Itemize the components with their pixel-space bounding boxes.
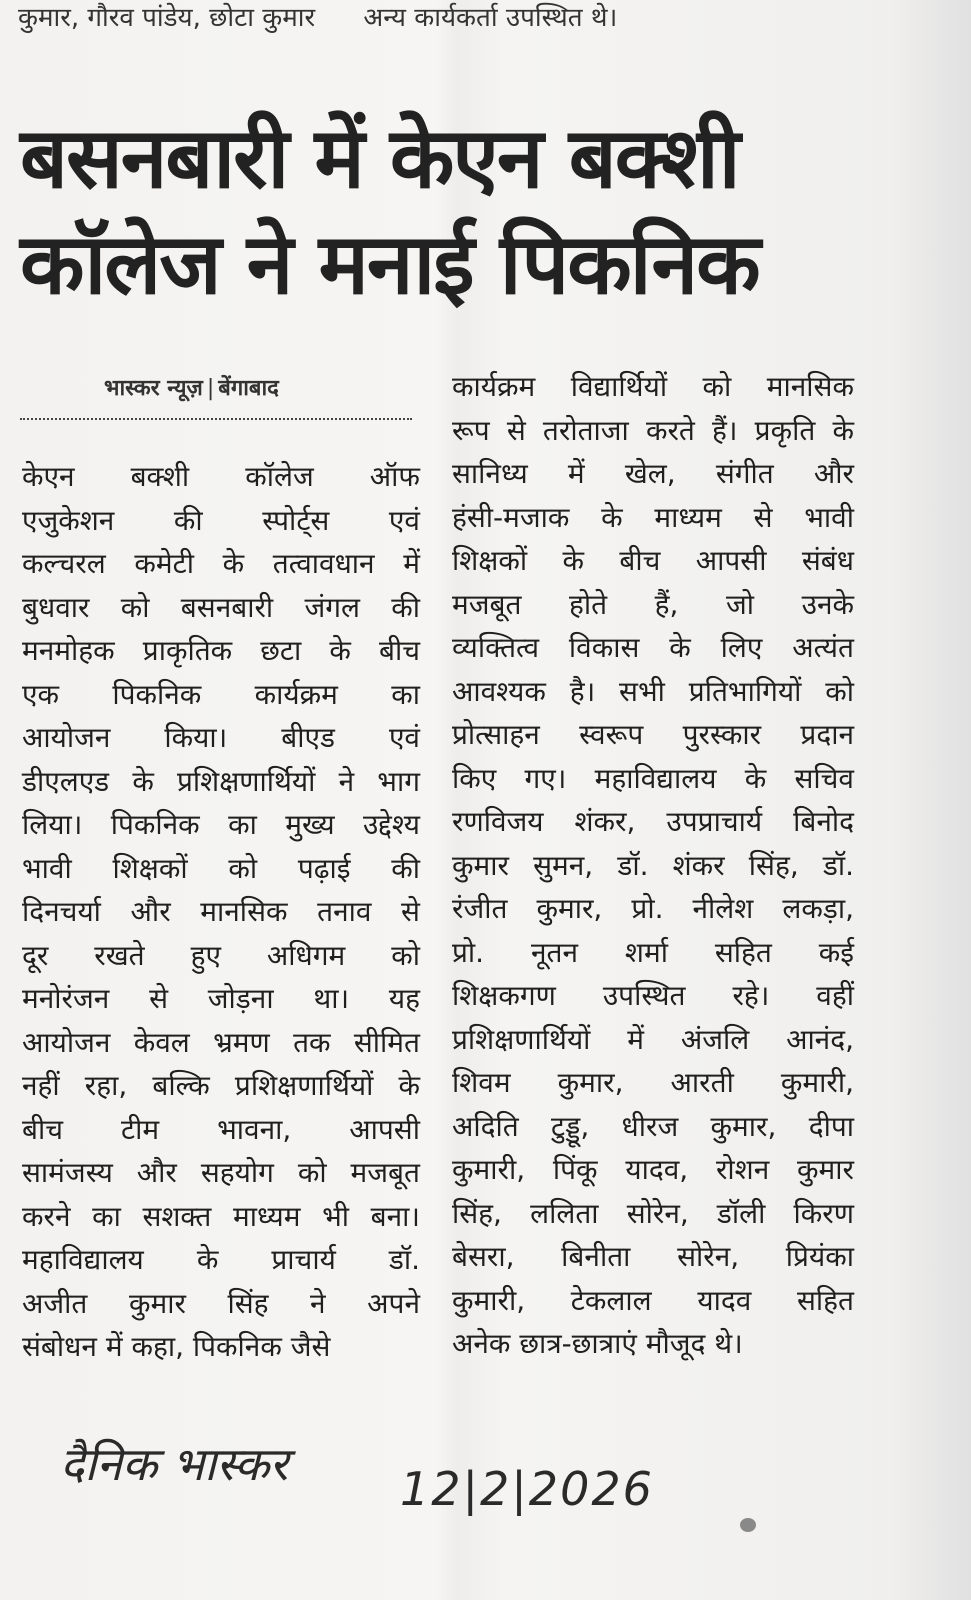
body-text-line: व्यक्तित्व विकास के लिए अत्यंत — [452, 631, 854, 664]
body-text-line: सिंह, ललिता सोरेन, डॉली किरण — [452, 1196, 854, 1230]
body-text-line: मनमोहक प्राकृतिक छटा के बीच — [22, 634, 420, 667]
headline-line-1: बसनबारी में केएन बक्शी — [20, 109, 739, 207]
body-text-line: लिया। पिकनिक का मुख्य उद्देश्य — [22, 808, 420, 841]
body-text-line: कुमारी, टेकलाल यादव सहित — [452, 1283, 854, 1317]
body-text-line: अजीत कुमार सिंह ने अपने — [22, 1286, 420, 1320]
previous-article-tail — [18, 0, 898, 40]
body-text-line: महाविद्यालय के प्राचार्य डॉ. — [22, 1243, 420, 1276]
tail-left-text: कुमार, गौरव पांडेय, छोटा कुमार — [18, 3, 316, 33]
body-text-line: शिक्षकों के बीच आपसी संबंध — [452, 544, 854, 577]
article-body-left-column — [22, 455, 420, 1369]
body-text-line: भावी शिक्षकों को पढ़ाई की — [22, 851, 420, 885]
body-text-line: रूप से तरोताजा करते हैं। प्रकृति के — [452, 413, 854, 447]
body-text-line: मजबूत होते हैं, जो उनके — [452, 587, 854, 621]
body-text-line: किए गए। महाविद्यालय के सचिव — [452, 761, 854, 795]
body-text-line: प्रशिक्षणार्थियों में अंजलि आनंद, — [452, 1022, 854, 1056]
body-text-line: संबोधन में कहा, पिकनिक जैसे — [22, 1330, 331, 1363]
body-text-line: एक पिकनिक कार्यक्रम का — [22, 677, 420, 711]
body-text-line: अनेक छात्र-छात्राएं मौजूद थे। — [452, 1327, 743, 1360]
body-text-line: आयोजन किया। बीएड एवं — [22, 721, 420, 754]
body-text-line: शिक्षकगण उपस्थित रहे। वहीं — [452, 979, 854, 1012]
body-text-line: रंजीत कुमार, प्रो. नीलेश लकड़ा, — [452, 892, 854, 925]
body-text-line: नहीं रहा, बल्कि प्रशिक्षणार्थियों के — [22, 1069, 420, 1102]
body-text-line: सानिध्य में खेल, संगीत और — [452, 457, 854, 490]
body-text-line: डीएलएड के प्रशिक्षणार्थियों ने भाग — [22, 764, 420, 798]
body-text-line: प्रोत्साहन स्वरूप पुरस्कार प्रदान — [452, 718, 854, 751]
body-text-line: दूर रखते हुए अधिगम को — [22, 938, 420, 972]
tail-right-text: अन्य कार्यकर्ता उपस्थित थे। — [363, 3, 618, 33]
byline-place: बेंगाबाद — [218, 376, 279, 401]
body-text-line: मनोरंजन से जोड़ना था। यह — [22, 982, 420, 1015]
headline-line-2: कॉलेज ने मनाई पिकनिक — [20, 215, 759, 313]
body-text-line: रणविजय शंकर, उपप्राचार्य बिनोद — [452, 805, 854, 838]
byline — [104, 372, 279, 402]
body-text-line: शिवम कुमार, आरती कुमारी, — [452, 1066, 854, 1099]
ink-mark — [740, 1518, 756, 1532]
byline-source: भास्कर न्यूज़ — [104, 376, 203, 401]
body-text-line: प्रो. नूतन शर्मा सहित कई — [452, 935, 854, 969]
body-text-line: कुमारी, पिंकू यादव, रोशन कुमार — [452, 1153, 854, 1186]
body-text-line: आयोजन केवल भ्रमण तक सीमित — [22, 1025, 420, 1059]
body-text-line: बीच टीम भावना, आपसी — [22, 1112, 420, 1146]
article-body-right-column — [452, 365, 854, 1366]
handwritten-newspaper-name: दैनिक भास्कर — [60, 1437, 289, 1491]
body-text-line: कल्चरल कमेटी के तत्वावधान में — [22, 547, 420, 580]
body-text-line: करने का सशक्त माध्यम भी बना। — [22, 1199, 420, 1233]
handwritten-date: 12|2|2026 — [400, 1462, 654, 1516]
body-text-line: सामंजस्य और सहयोग को मजबूत — [22, 1156, 420, 1189]
body-text-line: अदिति टुड्डू, धीरज कुमार, दीपा — [452, 1109, 854, 1143]
body-text-line: कुमार सुमन, डॉ. शंकर सिंह, डॉ. — [452, 848, 854, 882]
body-text-line: बुधवार को बसनबारी जंगल की — [22, 590, 420, 624]
article-headline — [20, 105, 920, 317]
body-text-line: हंसी-मजाक के माध्यम से भावी — [452, 500, 854, 534]
body-text-line: एजुकेशन की स्पोर्ट्स एवं — [22, 503, 420, 537]
body-text-line: कार्यक्रम विद्यार्थियों को मानसिक — [452, 370, 854, 403]
body-text-line: केएन बक्शी कॉलेज ऑफ — [22, 460, 420, 493]
byline-separator: | — [206, 376, 215, 401]
body-text-line: बेसरा, बिनीता सोरेन, प्रियंका — [452, 1240, 854, 1273]
byline-divider — [20, 418, 412, 420]
body-text-line: दिनचर्या और मानसिक तनाव से — [22, 895, 420, 928]
body-text-line: आवश्यक है। सभी प्रतिभागियों को — [452, 674, 854, 708]
